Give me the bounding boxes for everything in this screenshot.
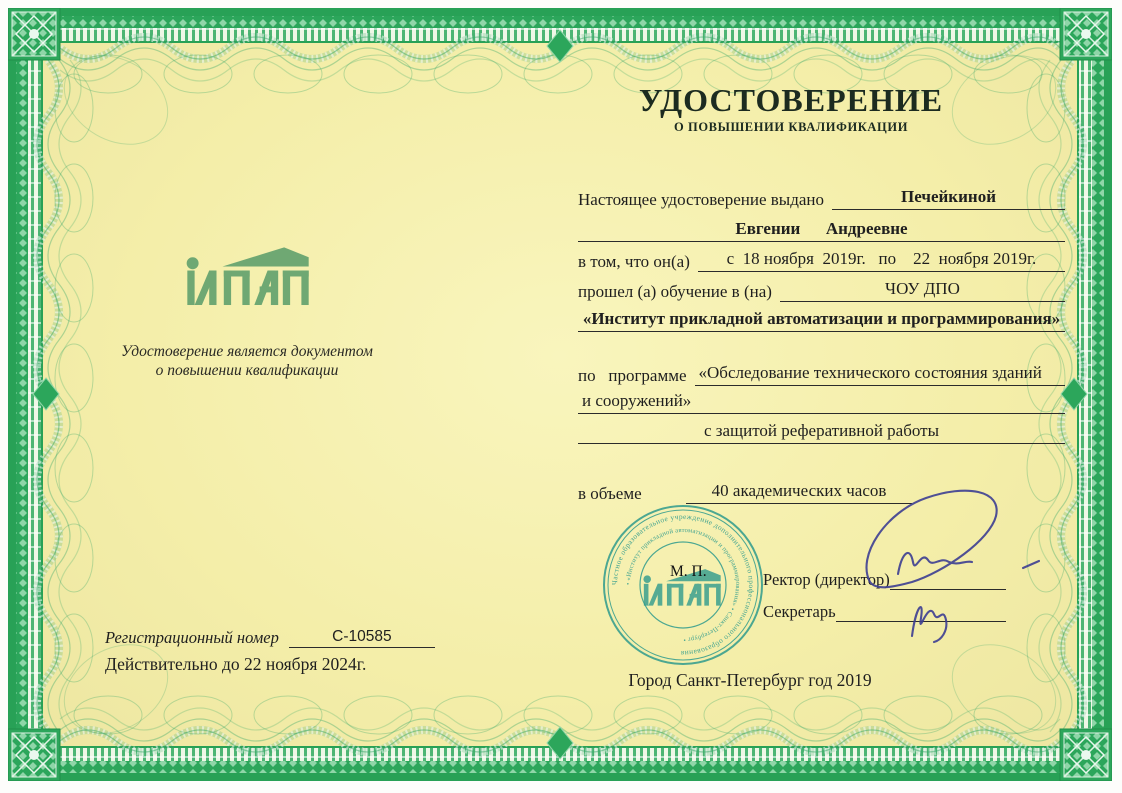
- period-value: с 18 ноября 2019г. по 22 ноября 2019г.: [698, 250, 1065, 272]
- program-line1: «Обследование технического состояния зданий: [695, 364, 1065, 386]
- program-line2: и сооружений»: [578, 392, 1065, 414]
- defense-note: с защитой реферативной работы: [578, 422, 1065, 444]
- stamp-outer-ring-text: Частное образовательное учреждение дополнительного профессионального образования: [609, 511, 757, 659]
- stamp-inner-ring-text: • «Институт прикладной автоматизации и программирования» • Санкт-Петербург •: [624, 526, 742, 644]
- institution-short: ЧОУ ДПО: [780, 280, 1065, 302]
- registration-number: С-10585: [289, 628, 435, 648]
- rector-signature-loop: [867, 491, 997, 588]
- program-label: по программе: [578, 366, 687, 386]
- study-label: прошел (а) обучение в (на): [578, 282, 772, 302]
- volume-value: 40 академических часов: [686, 482, 913, 504]
- registration-label: Регистрационный номер: [105, 628, 279, 647]
- recipient-name-patronymic: Евгении Андреевне: [578, 220, 1065, 242]
- mp-mark: М. П.: [670, 563, 707, 580]
- rector-label: Ректор (директор): [763, 570, 890, 589]
- issued-label: Настоящее удостоверение выдано: [578, 190, 825, 210]
- period-label: в том, что он(а): [578, 252, 690, 272]
- recipient-surname: Печейкиной: [832, 188, 1065, 210]
- certificate-subtitle: О ПОВЫШЕНИИ КВАЛИФИКАЦИИ: [673, 120, 909, 134]
- certificate-title: УДОСТОВЕРЕНИЕ: [638, 82, 944, 118]
- secretary-signature-scribble: [912, 607, 946, 642]
- institution-full: «Институт прикладной автоматизации и программирования»: [578, 310, 1065, 332]
- note-line1: Удостоверение является документом: [121, 343, 373, 360]
- certificate: [8, 8, 1112, 781]
- city-year-line: Город Санкт-Петербург год 2019: [628, 670, 872, 690]
- volume-label: в объеме: [578, 484, 642, 504]
- rector-signature-dash: [1023, 561, 1039, 568]
- valid-until: Действительно до 22 ноября 2024г.: [105, 654, 367, 674]
- secretary-label: Секретарь: [763, 602, 836, 621]
- ink-signatures: [8, 8, 1112, 781]
- note-line2: о повышении квалификации: [155, 362, 339, 379]
